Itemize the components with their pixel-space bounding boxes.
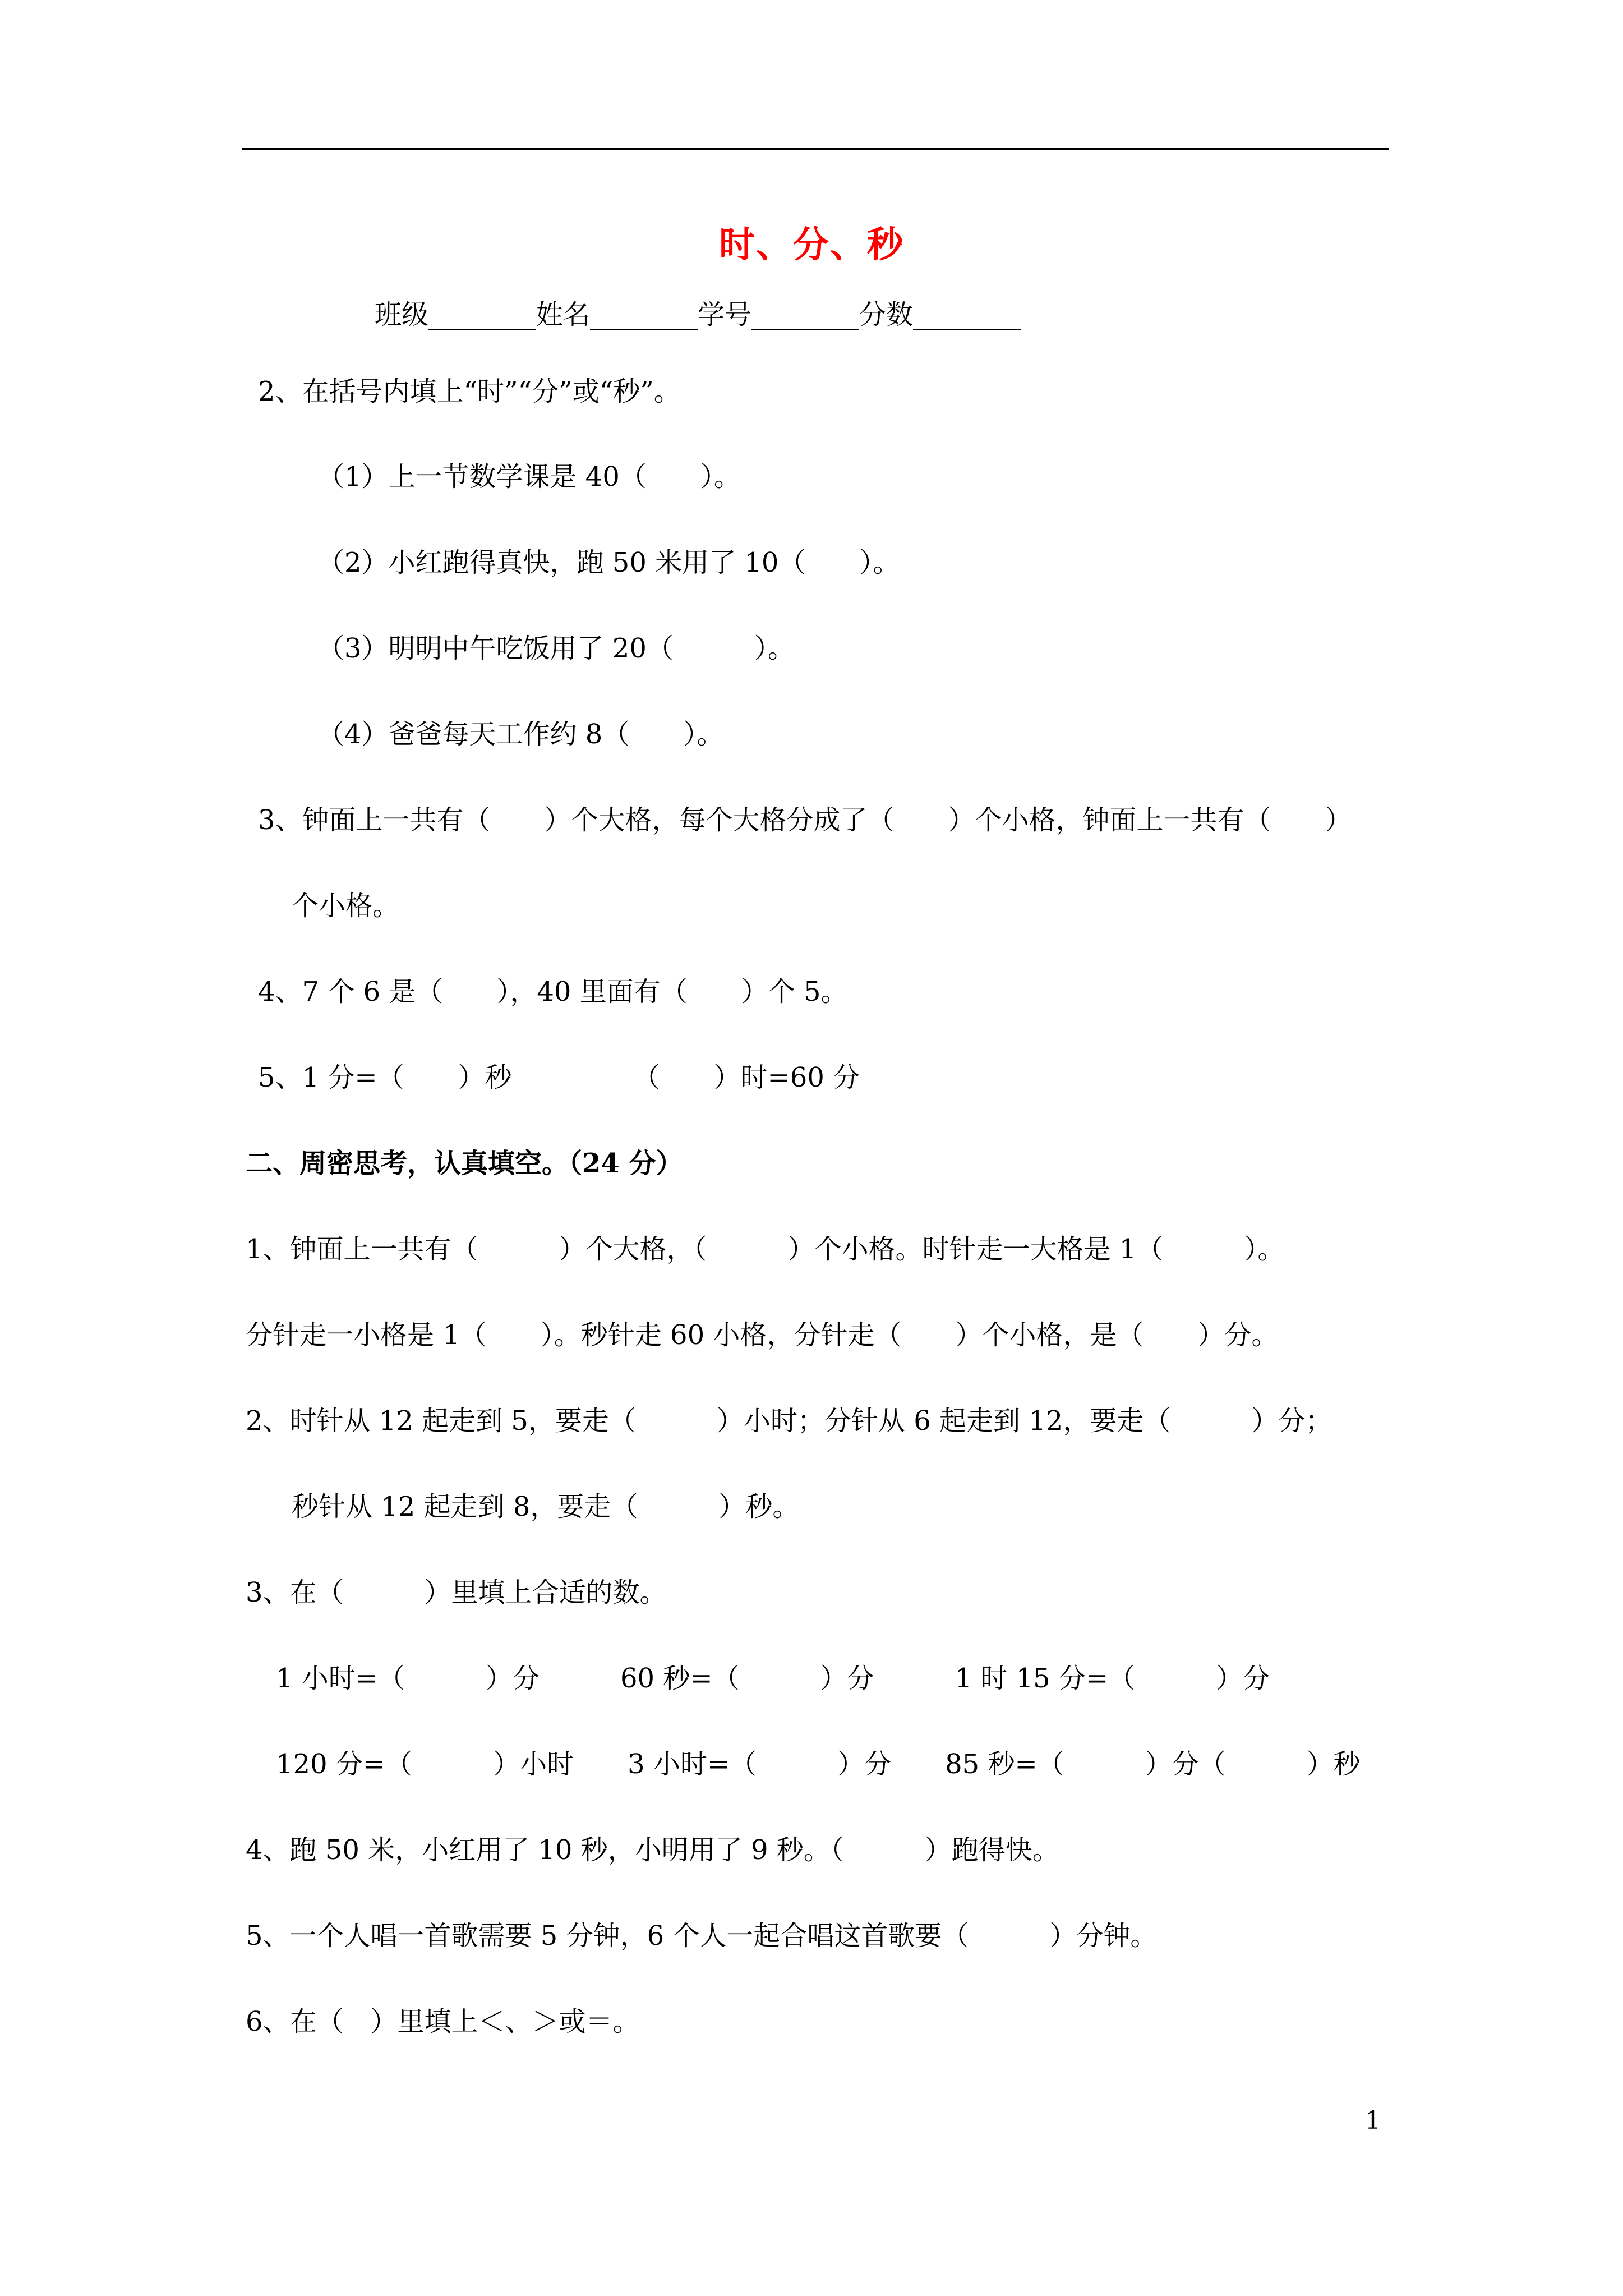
section2-question1-continuation: 分针走一小格是 1（ ）。秒针走 60 小格，分针走（ ）个小格，是（ ）分。	[246, 1319, 1279, 1351]
page-number: 1	[1365, 2106, 1381, 2135]
section2-question3-row: 120 分=（ ）小时 3 小时=（ ）分 85 秒=（ ）分（ ）秒	[276, 1749, 1361, 1780]
section1-question2-item: （4）爸爸每天工作约 8（ ）。	[317, 719, 724, 750]
section1-question4: 4、7 个 6 是（ ），40 里面有（ ）个 5。	[258, 976, 848, 1007]
section2-question1: 1、钟面上一共有（ ）个大格，（ ）个小格。时针走一大格是 1（ ）。	[246, 1234, 1285, 1265]
section1-question3-continuation: 个小格。	[292, 890, 400, 922]
section2-question6: 6、在（ ）里填上＜、＞或＝。	[246, 2006, 640, 2037]
section2-question2-continuation: 秒针从 12 起走到 8，要走（ ）秒。	[292, 1491, 800, 1522]
section2-question3-intro: 3、在（ ）里填上合适的数。	[246, 1577, 667, 1608]
section1-question2-intro: 2、在括号内填上“时”“分”或“秒”。	[258, 376, 681, 407]
section2-question5: 5、一个人唱一首歌需要 5 分钟，6 个人一起合唱这首歌要（ ）分钟。	[246, 1920, 1158, 1952]
section1-question2-item: （2）小红跑得真快，跑 50 米用了 10（ ）。	[317, 547, 900, 578]
document-title: 时、分、秒	[719, 224, 904, 266]
section2-heading: 二、周密思考，认真填空。（24 分）	[246, 1148, 683, 1179]
section2-question3-row: 1 小时=（ ）分 60 秒=（ ）分 1 时 15 分=（ ）分	[276, 1663, 1270, 1694]
section1-question2-item: （3）明明中午吃饭用了 20（ ）。	[317, 633, 795, 664]
section1-question5: 5、1 分=（ ）秒 （ ）时=60 分	[258, 1062, 860, 1093]
section2-question2: 2、时针从 12 起走到 5，要走（ ）小时；分针从 6 起走到 12，要走（ ）分；	[246, 1405, 1332, 1437]
section1-question2-item: （1）上一节数学课是 40（ ）。	[317, 461, 741, 493]
section2-question4: 4、跑 50 米，小红用了 10 秒，小明用了 9 秒。（ ）跑得快。	[246, 1834, 1059, 1866]
section1-question3: 3、钟面上一共有（ ）个大格，每个大格分成了（ ）个小格，钟面上一共有（ ）	[258, 804, 1352, 836]
student-info-fields: 班级________姓名________学号________分数________	[375, 299, 1021, 330]
header-rule	[242, 148, 1389, 150]
